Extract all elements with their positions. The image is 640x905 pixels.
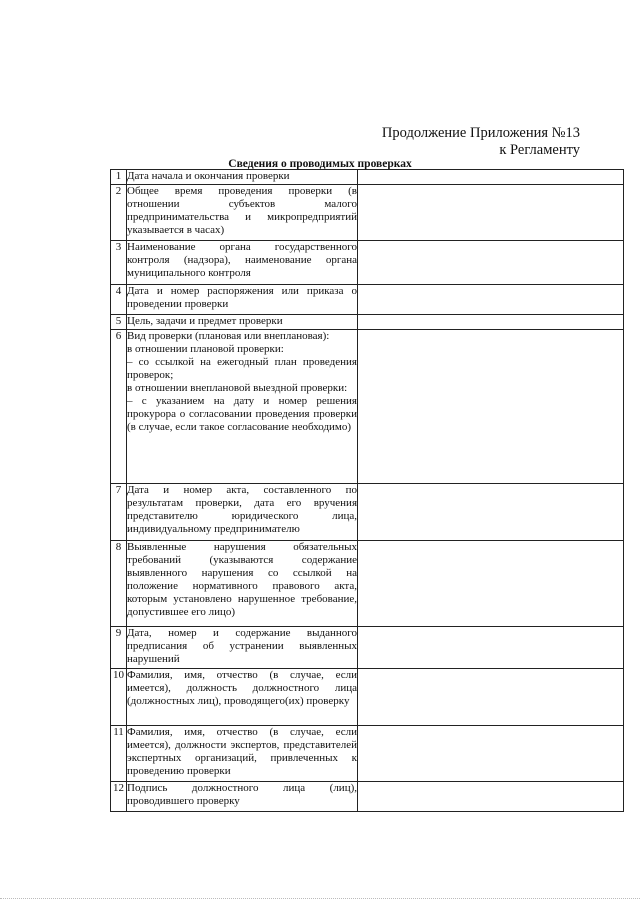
row-number: 6 — [111, 330, 127, 484]
appendix-header — [382, 125, 580, 159]
table-row — [111, 726, 624, 782]
inspection-info-table — [110, 169, 624, 812]
row-value-cell — [358, 185, 624, 241]
row-number: 2 — [111, 185, 127, 241]
scan-bottom-edge — [0, 898, 640, 899]
row-number: 9 — [111, 627, 127, 669]
row-description: Наименование органа государственного контроля (надзора), наименование органа муниципального контроля — [127, 241, 358, 285]
row-description: Выявленные нарушения обязательных требований (указываются содержание выявленного нарушения со ссылкой на положение нормативного правового акта, которым установлено нарушенное требование, допустившее его лицо) — [127, 541, 358, 627]
planned-inspection-note: – со ссылкой на ежегодный план проведения проверок; — [127, 356, 357, 381]
row-value-cell — [358, 241, 624, 285]
row-number: 11 — [111, 726, 127, 782]
row-description: Цель, задачи и предмет проверки — [127, 315, 358, 330]
row-value-cell — [358, 627, 624, 669]
row-description: Подпись должностного лица (лиц), проводившего проверку — [127, 782, 358, 812]
row-value-cell — [358, 170, 624, 185]
table-row — [111, 330, 624, 484]
row-number: 1 — [111, 170, 127, 185]
unplanned-inspection-note: – с указанием на дату и номер решения прокурора о согласовании проведения проверки (в случае, если такое согласование необходимо) — [127, 395, 357, 433]
row-description: Дата начала и окончания проверки — [127, 170, 358, 185]
row-number: 12 — [111, 782, 127, 812]
row-description: Фамилия, имя, отчество (в случае, если имеется), должность должностного лица (должностных лиц), проводящего(их) проверку — [127, 669, 358, 726]
row-number: 3 — [111, 241, 127, 285]
row-number: 4 — [111, 285, 127, 315]
table-row — [111, 315, 624, 330]
unplanned-inspection-label: в отношении внеплановой выездной проверки: — [127, 382, 348, 394]
row-description: Общее время проведения проверки (в отношении субъектов малого предпринимательства и микропредприятий указывается в часах) — [127, 185, 358, 241]
row-description: Фамилия, имя, отчество (в случае, если имеется), должности экспертов, представителей экспертных организаций, привлеченных к проведению проверки — [127, 726, 358, 782]
row-number: 10 — [111, 669, 127, 726]
row-value-cell — [358, 315, 624, 330]
row-number: 7 — [111, 484, 127, 541]
appendix-continuation-label: Продолжение Приложения №13 — [381, 125, 580, 141]
table-row — [111, 185, 624, 241]
regulation-label: к Регламенту — [499, 142, 580, 158]
row-description — [127, 330, 358, 484]
table-row — [111, 484, 624, 541]
row-number: 8 — [111, 541, 127, 627]
table-row — [111, 241, 624, 285]
row-value-cell — [358, 484, 624, 541]
table-row — [111, 627, 624, 669]
planned-inspection-label: в отношении плановой проверки: — [127, 343, 284, 355]
table-row — [111, 170, 624, 185]
row-number: 5 — [111, 315, 127, 330]
inspection-type-label: Вид проверки (плановая или внеплановая): — [127, 330, 330, 342]
row-description: Дата, номер и содержание выданного предписания об устранении выявленных нарушений — [127, 627, 358, 669]
row-value-cell — [358, 330, 624, 484]
row-value-cell — [358, 285, 624, 315]
table-row — [111, 669, 624, 726]
row-value-cell — [358, 726, 624, 782]
row-value-cell — [358, 782, 624, 812]
table-row — [111, 541, 624, 627]
table-row — [111, 782, 624, 812]
row-value-cell — [358, 669, 624, 726]
row-description: Дата и номер распоряжения или приказа о проведении проверки — [127, 285, 358, 315]
row-description: Дата и номер акта, составленного по результатам проверки, дата его вручения представителю юридического лица, индивидуальному предпринимателю — [127, 484, 358, 541]
table-row — [111, 285, 624, 315]
row-value-cell — [358, 541, 624, 627]
table-title: Сведения о проводимых проверках — [228, 158, 412, 170]
